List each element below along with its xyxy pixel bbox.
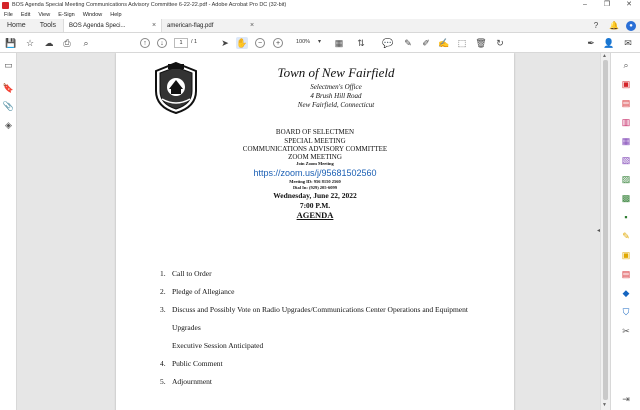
document-tab-label: american-flag.pdf (167, 22, 214, 29)
combine-files-icon[interactable]: ▧ (621, 154, 631, 165)
search-icon[interactable]: ⌕ (83, 37, 89, 48)
vertical-scrollbar[interactable] (600, 53, 610, 410)
sign-icon[interactable]: ✍ (438, 37, 450, 48)
attachments-icon[interactable]: 📎 (2, 101, 15, 111)
highlight-pen-icon[interactable]: ✎ (404, 37, 412, 48)
fill-and-sign-icon[interactable]: ✎ (622, 230, 630, 241)
share-user-icon[interactable]: 👤 (603, 37, 615, 48)
header-line: BOARD OF SELECTMEN (275, 128, 355, 136)
tabbar-actions (584, 19, 640, 32)
save-icon[interactable]: 💾 (5, 37, 17, 48)
redact-icon[interactable]: ▤ (621, 268, 631, 279)
header-line: SPECIAL MEETING (284, 137, 346, 145)
scroll-down-icon[interactable]: ▼ (602, 402, 607, 408)
zoom-meeting-link[interactable]: https://zoom.us/j/95681502560 (253, 168, 377, 178)
document-tab-american-flag[interactable] (161, 19, 259, 32)
scrollbar-thumb[interactable] (603, 60, 608, 400)
scan-ocr-icon[interactable]: ▩ (621, 192, 631, 203)
scroll-up-icon[interactable]: ▲ (602, 53, 607, 59)
document-tab-label: BOS Agenda Speci... (69, 22, 126, 29)
layers-icon[interactable]: ◈ (5, 120, 12, 130)
dial-in-number: Dial In: (929) 205-6099 (292, 185, 338, 190)
print-icon[interactable]: ⎙ (63, 37, 71, 48)
cloud-upload-icon[interactable]: ☁ (44, 37, 54, 48)
more-tools-icon[interactable]: ✂ (622, 325, 630, 336)
delete-icon[interactable]: 🗑 (475, 37, 487, 48)
agenda-title: AGENDA (296, 210, 334, 220)
next-page-icon[interactable]: ↓ (157, 38, 167, 48)
draw-icon[interactable]: ✐ (422, 37, 430, 48)
menu-edit[interactable]: Edit (20, 11, 31, 18)
town-name: Town of New Fairfield (277, 65, 395, 80)
document-viewer[interactable] (17, 53, 600, 410)
hand-tool-icon[interactable]: ✋ (236, 37, 248, 48)
pdf-page: Town of New Fairfield Selectmen's Office 4 Brush Hill Road New Fairfield, Connecticut BOARD OF SELECTMEN SPECIAL MEETING COMMUNICATIONS ADVISORY COMMITTEE ZOOM MEETING Join Zoom Meeting https://zoom.us/j/95681502560 Meeting ID: 956 8150 2560 Dial In: (929) 205-6099 Wednesday, June 22, 2022 7:00 P.M. AGENDA 1. Call to Order 2. Pledge of Allegiance 3. Discuss and Possibly Vote on Radio Upgrades/Communications Center Operations and Equipment Upgrades Executive Session Anticipated 4. Public Comment 5. Adjournment (116, 53, 514, 410)
tools-pane (610, 53, 640, 410)
page-thumbnails-icon[interactable]: ▭ (4, 60, 13, 70)
tab-tools[interactable]: Tools (39, 22, 57, 29)
edit-pdf-icon[interactable]: ▥ (621, 116, 631, 127)
menu-help[interactable]: Help (110, 11, 122, 18)
meeting-id: Meeting ID: 956 8150 2560 (289, 179, 341, 184)
comment-icon[interactable]: 💬 (382, 37, 394, 48)
organize-pages-icon[interactable]: ▨ (621, 173, 631, 184)
close-tab-icon[interactable]: × (151, 22, 157, 29)
help-icon[interactable]: ? (593, 21, 599, 30)
profile-avatar-icon[interactable]: ● (626, 21, 636, 31)
shield-icon[interactable]: ⛉ (622, 306, 630, 317)
menu-view[interactable]: View (38, 11, 51, 18)
share-mail-icon[interactable]: ✉ (624, 37, 632, 48)
window-title: BOS Agenda Special Meeting Communications Advisory Committee 6-22-22.pdf - Adobe Acrobat Pro DC (32-bit) (12, 2, 287, 8)
stamp-icon[interactable]: ⬚ (457, 37, 467, 48)
export-pdf-icon[interactable]: ▣ (621, 78, 631, 89)
fill-sign-icon[interactable]: ✒ (587, 37, 595, 48)
town-seal-image (152, 61, 200, 115)
office-name: Selectmen's Office (310, 83, 362, 91)
close-tab-icon[interactable]: × (249, 22, 255, 29)
tab-home[interactable]: Home (7, 22, 26, 29)
notifications-bell-icon[interactable]: 🔔 (609, 21, 619, 30)
accessibility-icon[interactable]: ◆ (622, 287, 630, 298)
bookmark-star-icon[interactable]: ☆ (25, 37, 35, 48)
menu-esign[interactable]: E-Sign (58, 11, 75, 18)
collapse-pane-icon[interactable]: ⇥ (622, 393, 630, 404)
tab-bar (0, 19, 640, 33)
meeting-date: Wednesday, June 22, 2022 (273, 191, 357, 200)
meeting-time: 7:00 P.M. (299, 201, 331, 210)
title-bar (0, 0, 640, 10)
comment-tool-icon[interactable]: ▦ (621, 135, 631, 146)
create-pdf-icon[interactable]: ▤ (621, 97, 631, 108)
navigation-pane (0, 53, 17, 410)
zoom-in-icon[interactable]: + (273, 38, 283, 48)
close-window-button[interactable]: ✕ (626, 1, 632, 8)
acrobat-logo-icon (2, 2, 9, 9)
main-toolbar (0, 33, 640, 53)
chevron-down-icon[interactable]: ▾ (318, 39, 322, 45)
menu-window[interactable]: Window (82, 11, 103, 18)
protect-icon[interactable]: ▪ (624, 212, 628, 222)
search-tools-icon[interactable]: ⌕ (623, 59, 629, 70)
street-address: 4 Brush Hill Road (310, 92, 362, 100)
header-line: COMMUNICATIONS ADVISORY COMMITTEE (242, 145, 388, 153)
previous-page-icon[interactable]: ↑ (140, 38, 150, 48)
zoom-level-select[interactable]: 100% (296, 39, 311, 45)
page-display-icon[interactable]: ▦ (334, 37, 344, 48)
minimize-button[interactable]: – (583, 1, 587, 8)
restore-button[interactable]: ❐ (603, 1, 611, 8)
city-state: New Fairfield, Connecticut (297, 101, 375, 109)
expand-right-pane-icon[interactable]: ◂ (597, 228, 601, 234)
current-page-input[interactable]: 1 (174, 38, 188, 48)
page-count: / 1 (191, 39, 198, 45)
menu-file[interactable]: File (4, 11, 13, 18)
zoom-out-icon[interactable]: − (255, 38, 265, 48)
join-zoom-label: Join Zoom Meeting (296, 161, 334, 166)
header-line: ZOOM MEETING (288, 153, 342, 161)
menu-bar (0, 10, 640, 19)
bookmarks-icon[interactable]: 🔖 (2, 83, 15, 93)
scroll-mode-icon[interactable]: ⇅ (357, 37, 365, 48)
document-tab-bos-agenda[interactable] (63, 19, 161, 32)
send-for-review-icon[interactable]: ▣ (621, 249, 631, 260)
rotate-icon[interactable]: ↻ (496, 37, 504, 48)
select-cursor-icon[interactable]: ➤ (221, 37, 229, 48)
window-controls (574, 0, 640, 10)
